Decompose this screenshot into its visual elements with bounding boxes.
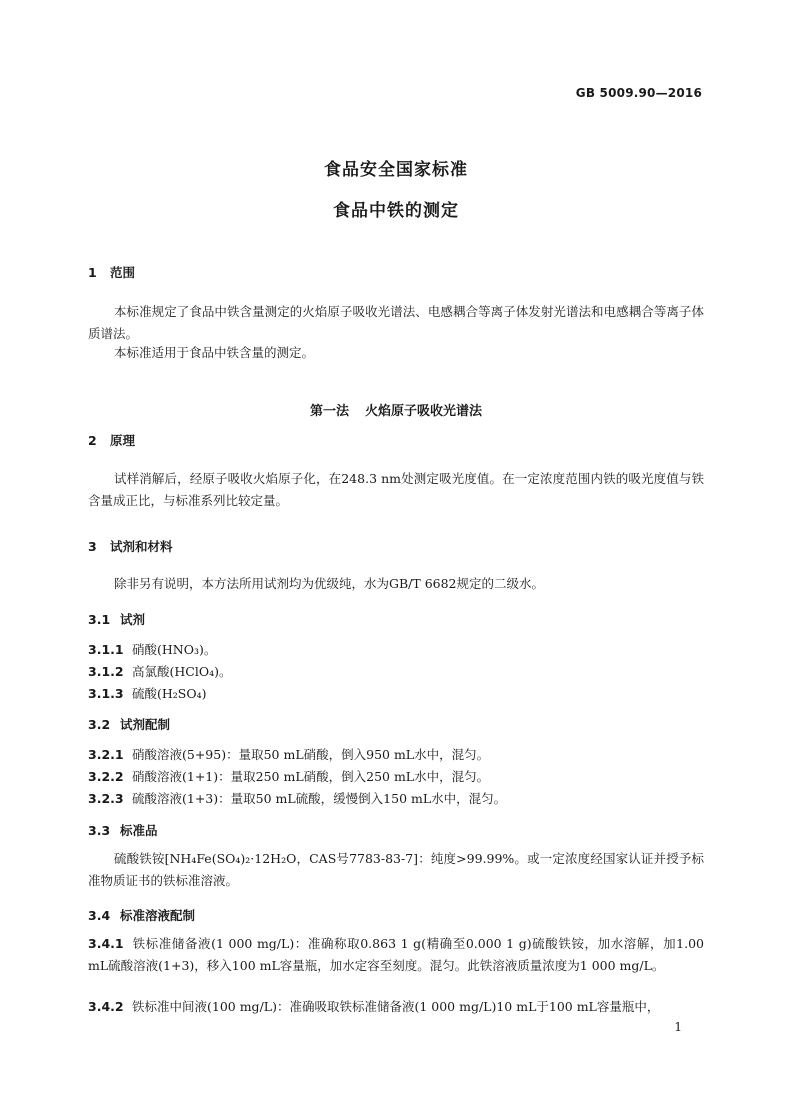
item-text: 硝酸(HNO₃)。: [132, 642, 217, 657]
item-text: 硫酸溶液(1+3)：量取50 mL硫酸，缓慢倒入150 mL水中，混匀。: [132, 791, 507, 806]
section-3-3-heading: [88, 821, 158, 839]
item-3-2-3: [88, 789, 506, 807]
section-1-heading: [88, 263, 135, 281]
item-3-1-3: [88, 684, 207, 702]
item-number: 3.1.1: [88, 642, 124, 657]
section-title: 范围: [110, 265, 136, 280]
method-part: 第一法: [309, 404, 349, 419]
section-3-heading: [88, 537, 173, 555]
document-subtitle: 食品中铁的测定: [333, 201, 459, 221]
item-number: 3.2.2: [88, 769, 124, 784]
method-1-heading: [0, 400, 792, 419]
section-title: 试剂: [120, 612, 146, 627]
section-title: 标准溶液配制: [120, 908, 196, 923]
section-number: 3.1: [88, 612, 111, 627]
section-title: 原理: [110, 433, 136, 448]
section-2-paragraph-1: 试样消解后，经原子吸收火焰原子化，在248.3 nm处测定吸光度值。在一定浓度范围内铁的吸光度值与铁含量成正比，与标准系列比较定量。: [88, 471, 704, 508]
section-3-2-heading: [88, 715, 170, 733]
item-3-1-1: [88, 640, 216, 658]
item-3-1-2: [88, 662, 231, 680]
item-text: 硫酸(H₂SO₄): [132, 686, 207, 701]
section-number: 2: [88, 433, 97, 448]
item-number: 3.2.3: [88, 791, 124, 806]
section-number: 3.3: [88, 823, 111, 838]
item-number: 3.1.3: [88, 686, 124, 701]
method-name: 火焰原子吸收光谱法: [365, 404, 483, 419]
section-3-1-heading: [88, 610, 145, 628]
section-3-4-heading: [88, 906, 195, 924]
section-title: 标准品: [120, 823, 158, 838]
section-1-paragraph-2: 本标准适用于食品中铁含量的测定。: [114, 345, 315, 360]
item-3-4-2: [88, 996, 704, 1018]
item-3-2-1: [88, 745, 489, 763]
standard-code: GB 5009.90—2016: [575, 86, 702, 100]
section-number: 3.4: [88, 908, 111, 923]
item-number: 3.4.2: [88, 999, 124, 1014]
item-3-4-1: [88, 933, 704, 977]
item-text: 铁标准中间液(100 mg/L)：准确吸取铁标准储备液(1 000 mg/L)10 mL于100 mL容量瓶中，: [132, 999, 660, 1014]
section-3-3-paragraph-1: 硫酸铁铵[NH₄Fe(SO₄)₂·12H₂O，CAS号7783-83-7]：纯度>99.99%。或一定浓度经国家认证并授予标准物质证书的铁标准溶液。: [88, 851, 704, 888]
section-2-heading: [88, 431, 135, 449]
item-number: 3.2.1: [88, 747, 124, 762]
item-text: 硝酸溶液(1+1)：量取250 mL硝酸，倒入250 mL水中，混匀。: [132, 769, 490, 784]
section-title: 试剂和材料: [110, 539, 173, 554]
item-text: 硝酸溶液(5+95)：量取50 mL硝酸，倒入950 mL水中，混匀。: [132, 747, 490, 762]
item-number: 3.4.1: [88, 936, 124, 951]
item-3-2-2: [88, 767, 489, 785]
section-number: 3.2: [88, 717, 111, 732]
item-text: 高氯酸(HClO₄)。: [132, 664, 232, 679]
item-number: 3.1.2: [88, 664, 124, 679]
page-number: 1: [674, 1020, 682, 1034]
section-number: 1: [88, 265, 97, 280]
section-number: 3: [88, 539, 97, 554]
section-1-paragraph-1: 本标准规定了食品中铁含量测定的火焰原子吸收光谱法、电感耦合等离子体发射光谱法和电感耦合等离子体质谱法。: [88, 304, 704, 341]
document-title: 食品安全国家标准: [324, 160, 468, 180]
item-text: 铁标准储备液(1 000 mg/L)：准确称取0.863 1 g(精确至0.000 1 g)硫酸铁铵，加水溶解，加1.00 mL硫酸溶液(1+3)，移入100 mL容量瓶，加水定容至刻度。混匀。此铁溶液质量浓度为1 000 mg/L。: [88, 936, 704, 973]
section-title: 试剂配制: [120, 717, 171, 732]
section-3-paragraph-1: 除非另有说明，本方法所用试剂均为优级纯，水为GB/T 6682规定的二级水。: [114, 576, 545, 591]
